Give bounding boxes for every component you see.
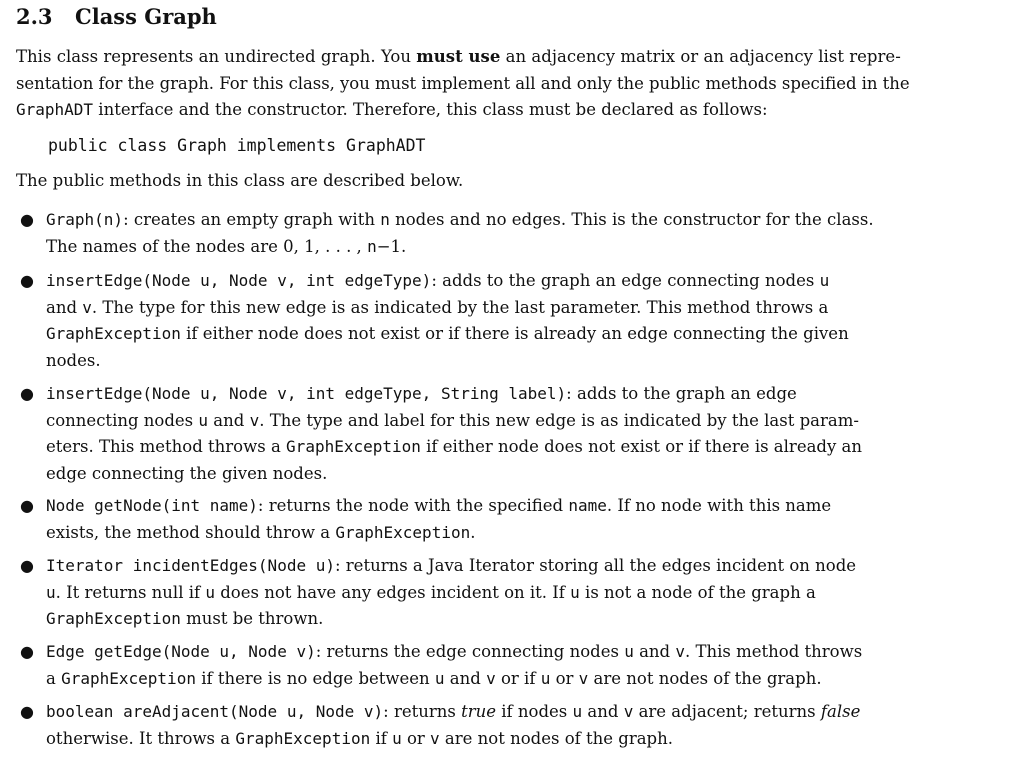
inline-code: u (392, 728, 402, 748)
inline-code: u (434, 668, 445, 688)
method-text: if either node does not exist or if there is already an (420, 437, 863, 456)
method-text: The names of the nodes are 0, 1, . . . , (46, 236, 368, 256)
inline-code: GraphException (335, 522, 471, 542)
bullet-icon: ● (20, 702, 34, 721)
inline-code: n (367, 236, 377, 256)
inline-code: v (578, 668, 589, 688)
section-title: Class Graph (75, 4, 217, 29)
intro-text: sentation for the graph. For this class, you must implement all and only the public methods specified in the (16, 73, 910, 93)
method-text: does not have any edges incident on it. If (214, 582, 571, 602)
inline-code: u (205, 582, 215, 602)
inline-code: u (198, 410, 209, 430)
intro-text: interface and the constructor. Therefore, this class must be declared as follows: (93, 100, 768, 119)
inline-code: v (82, 297, 92, 317)
intro-text: an adjacency matrix or an adjacency list repre- (500, 47, 901, 66)
inline-code: GraphADT (16, 100, 94, 119)
method-text: : creates an empty graph with (123, 210, 381, 229)
italic-text: true (461, 702, 497, 721)
intro-paragraph (16, 44, 932, 124)
inline-code: v (623, 702, 634, 721)
method-text: if either node does not exist or if there is already an edge connecting the given (180, 324, 849, 343)
method-text: : returns the edge connecting nodes (315, 642, 625, 661)
method-item (20, 381, 932, 487)
inline-code: u (572, 702, 583, 721)
method-text: . (470, 522, 476, 542)
method-text: otherwise. It throws a (46, 728, 236, 748)
inline-code: GraphException (61, 668, 196, 688)
inline-code: v (249, 410, 260, 430)
method-signature: Iterator incidentEdges(Node u) (46, 556, 335, 575)
inline-code: u (570, 582, 580, 602)
method-item (20, 268, 932, 374)
bullet-icon: ● (20, 496, 34, 515)
method-text: . The type and label for this new edge is as indicated by the last param- (259, 410, 859, 430)
method-text: or (401, 728, 431, 748)
method-text: exists, the method should throw a (46, 522, 336, 542)
method-text: and (208, 410, 250, 430)
intro-text: This class represents an undirected graph. You (16, 47, 417, 66)
method-text: or if (495, 668, 541, 688)
method-signature: Edge getEdge(Node u, Node v) (46, 642, 316, 661)
method-text: and (582, 702, 624, 721)
inline-code: v (675, 642, 686, 661)
inline-code: u (540, 668, 551, 688)
method-text: . If no node with this name (606, 496, 832, 515)
method-signature: boolean areAdjacent(Node u, Node v) (46, 702, 384, 721)
bullet-icon: ● (20, 271, 34, 290)
inline-code: GraphException (286, 437, 421, 456)
method-text: a (46, 668, 62, 688)
method-text: connecting nodes (46, 410, 199, 430)
method-text: edge connecting the given nodes. (46, 463, 328, 483)
method-item (20, 639, 932, 692)
bullet-icon: ● (20, 210, 34, 229)
method-text: −1. (376, 236, 407, 256)
method-text: and (46, 297, 83, 317)
method-signature: insertEdge(Node u, Node v, int edgeType, String label) (46, 384, 567, 403)
method-text: and (633, 642, 676, 661)
method-text: is not a node of the graph a (579, 582, 816, 602)
method-text: nodes. (46, 350, 101, 370)
method-text: are adjacent; returns (633, 702, 821, 721)
method-item (20, 207, 932, 260)
intro-bold-text: must use (416, 47, 501, 66)
method-text: must be thrown. (180, 609, 324, 628)
method-text: : returns (383, 702, 462, 721)
method-item (20, 699, 932, 752)
method-text: if nodes (496, 702, 573, 721)
bullet-icon: ● (20, 642, 34, 661)
inline-code: n (380, 210, 390, 229)
method-text: nodes and no edges. This is the constructor for the class. (389, 210, 874, 229)
method-text: . It returns null if (55, 582, 206, 602)
italic-text: false (820, 702, 861, 721)
inline-code: GraphException (46, 609, 181, 628)
inline-code: u (46, 582, 56, 602)
inline-code: v (486, 668, 496, 688)
method-signature: Node getNode(int name) (46, 496, 258, 515)
inline-code: u (819, 271, 830, 290)
method-text: and (444, 668, 487, 688)
method-text: eters. This method throws a (46, 437, 287, 456)
section-number: 2.3 (16, 4, 53, 29)
method-item (20, 493, 932, 546)
section-heading (16, 4, 217, 29)
class-declaration-code: public class Graph implements GraphADT (48, 136, 426, 155)
method-text: are not nodes of the graph. (439, 728, 673, 748)
method-text: . The type for this new edge is as indicated by the last parameter. This method throws a (91, 297, 829, 317)
method-text: : adds to the graph an edge (566, 384, 797, 403)
inline-code: GraphException (46, 324, 181, 343)
method-item (20, 553, 932, 633)
inline-code: u (624, 642, 634, 661)
method-text: are not nodes of the graph. (588, 668, 822, 688)
method-text: : returns a Java Iterator storing all the edges incident on node (334, 556, 857, 575)
method-text: : returns the node with the specified (257, 496, 569, 515)
method-signature: insertEdge(Node u, Node v, int edgeType) (46, 271, 432, 290)
inline-code: name (568, 496, 607, 515)
method-signature: Graph(n) (46, 210, 124, 229)
inline-code: v (430, 728, 440, 748)
method-text: : adds to the graph an edge connecting nodes (431, 271, 820, 290)
method-text: if there is no edge between (195, 668, 435, 688)
method-text: if (370, 728, 393, 748)
bullet-icon: ● (20, 384, 34, 403)
methods-intro-text: The public methods in this class are described below. (16, 171, 464, 190)
inline-code: GraphException (235, 728, 371, 748)
bullet-icon: ● (20, 556, 34, 575)
method-text: . This method throws (685, 642, 863, 661)
method-text: or (550, 668, 579, 688)
